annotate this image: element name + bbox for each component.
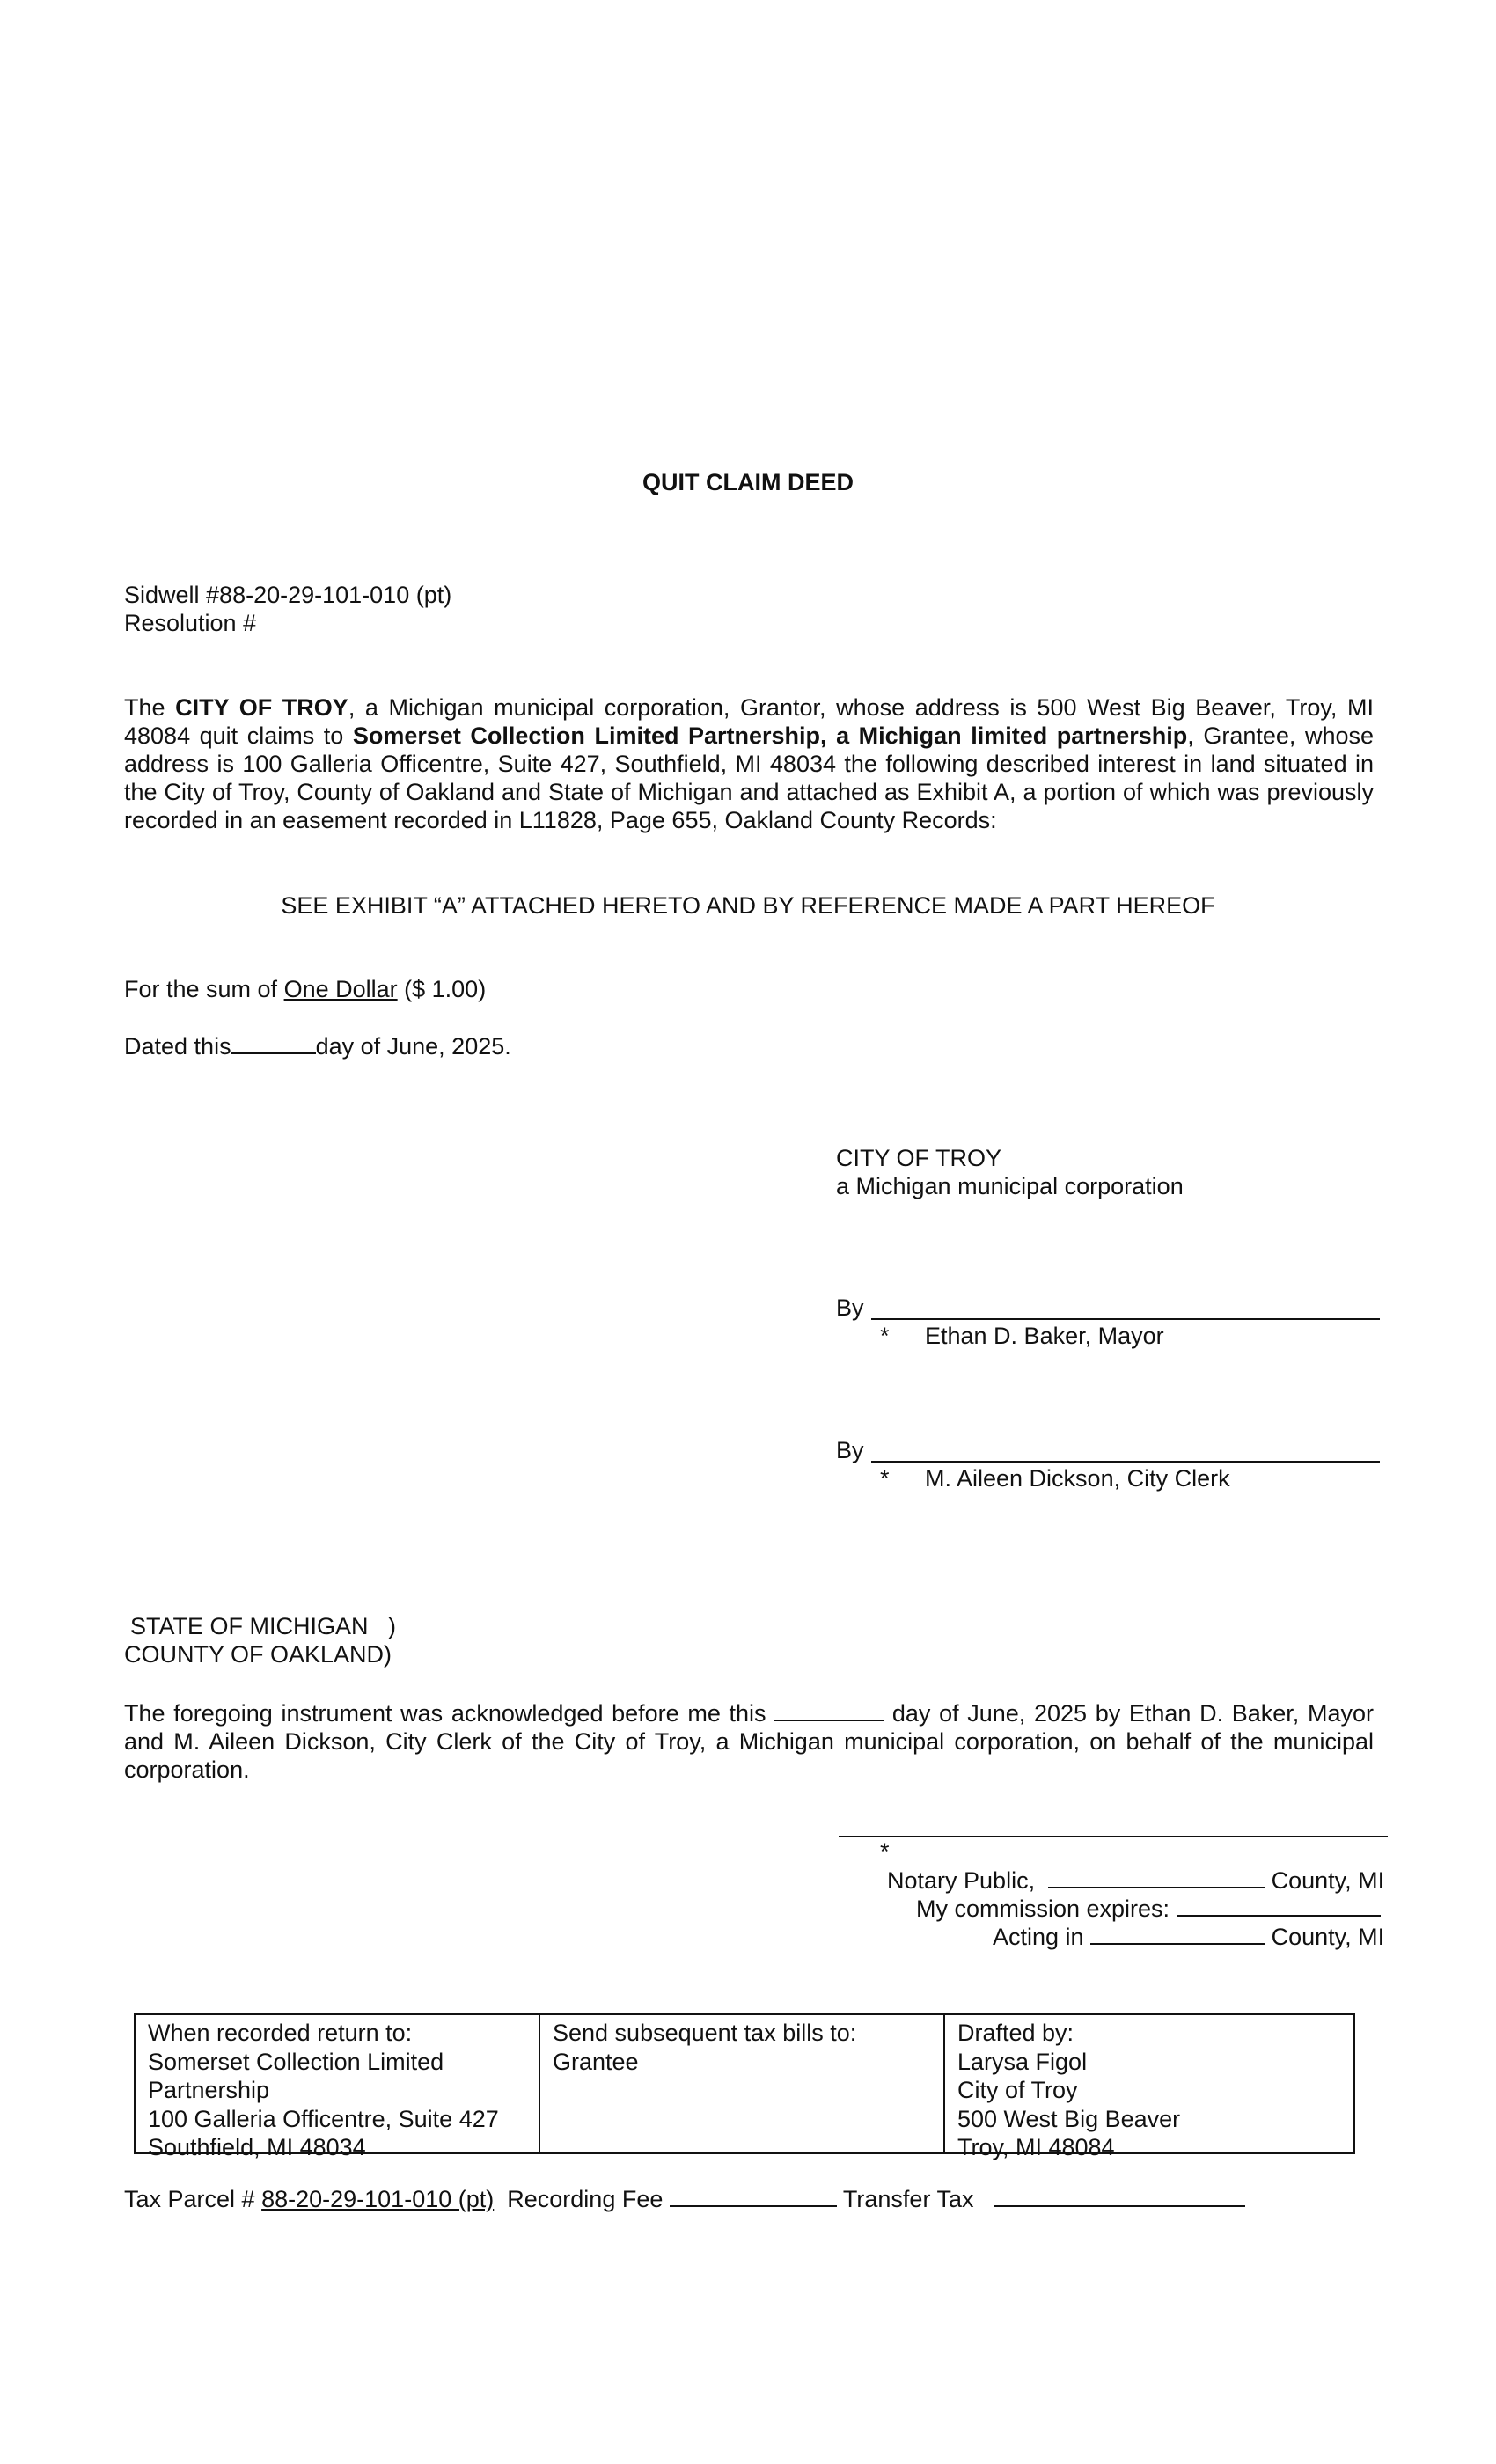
sum-prefix: For the sum of (124, 976, 284, 1002)
state-name: STATE OF MICHIGAN (130, 1613, 369, 1639)
document-title: QUIT CLAIM DEED (642, 469, 854, 495)
notary-public-line (887, 1866, 1384, 1895)
grant-text-3: , Grantee, whose address is 100 Galleria Officentre, Suite 427, Southfield, MI 48034 the following described interest in land situated in the City of Troy, County of Oakland and State of Michigan and attached as Exhibit A, a portion of which was previously recorded in an easement recorded in L11828, Page 655, Oakland County Records: (124, 722, 1374, 833)
dated-middle: day of June, 2025. (315, 1033, 511, 1060)
drafted-by-line-2: City of Troy (957, 2077, 1078, 2103)
grant-text-1: The (124, 694, 176, 721)
recording-fee-label: Recording Fee (507, 2186, 664, 2212)
venue-county: COUNTY OF OAKLAND) (124, 1641, 392, 1668)
return-to-column (136, 2015, 540, 2160)
resolution-number: Resolution # (124, 610, 257, 636)
venue-state (130, 1612, 396, 1640)
acting-county-blank[interactable] (1090, 1922, 1265, 1945)
consideration-line (124, 975, 486, 1003)
acting-in-line (993, 1922, 1384, 1951)
grant-paragraph (124, 693, 1374, 834)
return-to-label: When recorded return to: (148, 2020, 413, 2046)
tax-parcel-number: 88-20-29-101-010 (pt) (261, 2186, 495, 2212)
return-to-line-2: Partnership (148, 2077, 270, 2103)
recording-info-box (134, 2013, 1355, 2160)
transfer-tax-blank[interactable] (994, 2184, 1245, 2207)
recording-fee-blank[interactable] (670, 2184, 837, 2207)
mayor-signature-line[interactable] (871, 1318, 1380, 1320)
grantee-name: Somerset Collection Limited Partnership, a Michigan limited partnership (352, 722, 1188, 749)
acting-in-label: Acting in (993, 1924, 1084, 1950)
drafted-by-column (945, 2015, 1353, 2160)
transfer-tax-label: Transfer Tax (842, 2186, 974, 2212)
clerk-signature-line[interactable] (871, 1461, 1380, 1463)
return-to-line-3: 100 Galleria Officentre, Suite 427 (148, 2105, 499, 2132)
acting-county-mi: County, MI (1271, 1924, 1385, 1950)
asterisk-1: * (880, 1323, 890, 1349)
tax-bills-recipient: Grantee (553, 2048, 639, 2075)
notary-county-blank[interactable] (1048, 1866, 1265, 1888)
acknowledgment-paragraph (124, 1698, 1374, 1784)
grant-text-2: , a Michigan municipal corporation, Grantor, whose address is 500 West Big Beaver, Troy, MI 48084 quit claims to (124, 694, 1375, 749)
ack-text-1: The foregoing instrument was acknowledged before me this (124, 1700, 775, 1727)
signatory-org-name: CITY OF TROY (836, 1145, 1002, 1171)
exhibit-reference: SEE EXHIBIT “A” ATTACHED HERETO AND BY REFERENCE MADE A PART HEREOF (281, 892, 1215, 919)
drafted-by-line-3: 500 West Big Beaver (957, 2105, 1181, 2132)
by-label-1: By (836, 1294, 864, 1321)
grantor-name: CITY OF TROY (175, 694, 348, 721)
state-paren: ) (388, 1613, 397, 1639)
tax-bills-label: Send subsequent tax bills to: (553, 2020, 857, 2046)
drafted-by-line-4: Troy, MI 48084 (957, 2134, 1115, 2160)
return-to-line-1: Somerset Collection Limited (148, 2048, 444, 2075)
sum-numeric: ($ 1.00) (397, 976, 487, 1002)
drafted-by-label: Drafted by: (957, 2020, 1074, 2046)
dated-prefix: Dated this (124, 1033, 231, 1060)
by-label-2: By (836, 1437, 864, 1463)
dated-line (124, 1031, 511, 1060)
notary-asterisk: * (880, 1838, 890, 1865)
day-blank[interactable] (231, 1031, 316, 1054)
commission-line (916, 1894, 1381, 1923)
notary-county-mi: County, MI (1271, 1867, 1385, 1894)
return-to-line-4: Southfield, MI 48034 (148, 2134, 366, 2160)
signatory-org-desc: a Michigan municipal corporation (836, 1173, 1184, 1199)
ack-text-2: day of June, 2025 by Ethan D. Baker, Mayor and M. Aileen Dickson, City Clerk of the City of Troy, a Michigan municipal corporation, on behalf of the municipal corporation. (124, 1700, 1374, 1783)
tax-bills-column (540, 2015, 945, 2152)
tax-parcel-label: Tax Parcel # (124, 2186, 262, 2212)
ack-day-blank[interactable] (774, 1698, 884, 1721)
clerk-name: M. Aileen Dickson, City Clerk (925, 1465, 1230, 1492)
asterisk-2: * (880, 1465, 890, 1492)
commission-label: My commission expires: (916, 1896, 1170, 1922)
sidwell-number: Sidwell #88-20-29-101-010 (pt) (124, 582, 452, 608)
footer-line (124, 2184, 1245, 2213)
drafted-by-line-1: Larysa Figol (957, 2048, 1088, 2075)
notary-signature-line[interactable] (839, 1836, 1388, 1837)
commission-blank[interactable] (1177, 1894, 1381, 1917)
sum-words: One Dollar (283, 976, 398, 1002)
notary-public-label: Notary Public, (887, 1867, 1036, 1894)
mayor-name: Ethan D. Baker, Mayor (925, 1323, 1164, 1349)
